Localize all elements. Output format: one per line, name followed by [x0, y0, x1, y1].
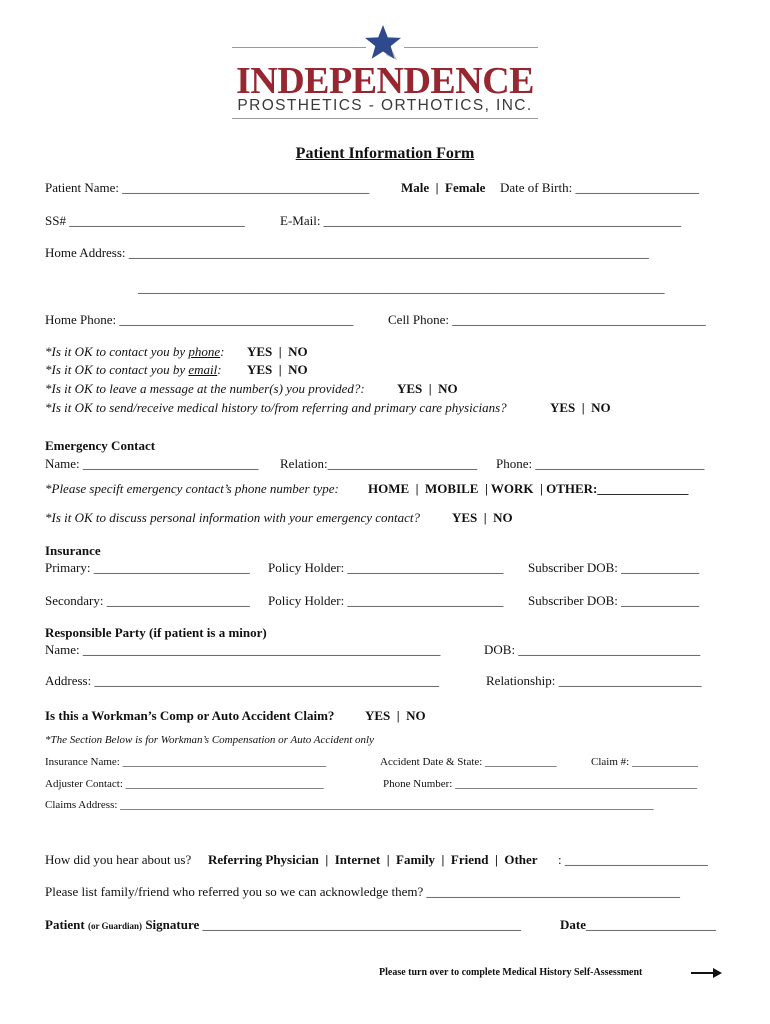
contact-by-phone-question: *Is it OK to contact you by phone:	[45, 344, 225, 359]
responsible-name-field[interactable]: Name: _______________________________________________________	[45, 642, 441, 657]
emergency-contact-heading: Emergency Contact	[45, 438, 156, 453]
referrer-name-field[interactable]: Please list family/friend who referred you so we can acknowledge them? _______________________________________	[45, 884, 681, 899]
logo-rule-bottom	[232, 118, 538, 119]
form-title: Patient Information Form	[295, 145, 475, 162]
phone-type-options[interactable]: HOME | MOBILE | WORK | OTHER:______________	[368, 481, 689, 496]
primary-subscriber-dob-field[interactable]: Subscriber DOB: ____________	[528, 560, 700, 575]
ss-field[interactable]: SS# ___________________________	[45, 213, 245, 228]
secondary-subscriber-dob-field[interactable]: Subscriber DOB: ____________	[528, 593, 700, 608]
arrow-right-icon	[691, 967, 723, 979]
cell-phone-field[interactable]: Cell Phone: _______________________________________	[388, 312, 706, 327]
primary-insurance-field[interactable]: Primary: ________________________	[45, 560, 250, 575]
logo-wordmark: INDEPENDENCE	[235, 60, 535, 102]
emergency-name-field[interactable]: Name: ___________________________	[45, 456, 259, 471]
secondary-policy-holder-field[interactable]: Policy Holder: ________________________	[268, 593, 504, 608]
adjuster-phone-field[interactable]: Phone Number: ____________________________________________	[383, 778, 698, 790]
insurance-heading: Insurance	[45, 543, 101, 558]
date-field[interactable]: Date____________________	[560, 917, 716, 932]
patient-name-field[interactable]: Patient Name: ______________________________________	[45, 180, 370, 195]
company-logo	[230, 22, 540, 124]
date-of-birth-field[interactable]: Date of Birth: ___________________	[500, 180, 699, 195]
responsible-relationship-field[interactable]: Relationship: ______________________	[486, 673, 702, 688]
claims-address-field[interactable]: Claims Address: _________________________________________________________________________________________________	[45, 799, 654, 811]
home-address-line-2[interactable]: _________________________________________________________________________________	[138, 280, 665, 295]
phone-type-question: *Please specift emergency contact’s phone number type:	[45, 481, 339, 496]
sex-options[interactable]: Male | Female	[401, 180, 486, 195]
discuss-info-options[interactable]: YES | NO	[452, 510, 513, 525]
logo-subtitle: PROSTHETICS - ORTHOTICS, INC.	[237, 97, 533, 114]
responsible-address-field[interactable]: Address: _____________________________________________________	[45, 673, 439, 688]
leave-message-options[interactable]: YES | NO	[397, 381, 458, 396]
emergency-relation-field[interactable]: Relation:_______________________	[280, 456, 478, 471]
referral-options[interactable]: Referring Physician | Internet | Family | Friend | Other	[208, 852, 538, 867]
home-phone-field[interactable]: Home Phone: ____________________________________	[45, 312, 354, 327]
logo-rule-left	[232, 47, 366, 48]
discuss-info-question: *Is it OK to discuss personal information with your emergency contact?	[45, 510, 421, 525]
medical-history-options[interactable]: YES | NO	[550, 400, 611, 415]
contact-by-email-question: *Is it OK to contact you by email:	[45, 362, 222, 377]
claim-note: *The Section Below is for Workman’s Compensation or Auto Accident only	[45, 734, 374, 746]
signature-field[interactable]: Patient (or Guardian) Signature _________________________________________________	[45, 917, 521, 932]
turn-over-note: Please turn over to complete Medical History Self-Assessment	[379, 967, 643, 978]
primary-policy-holder-field[interactable]: Policy Holder: ________________________	[268, 560, 504, 575]
adjuster-contact-field[interactable]: Adjuster Contact: ____________________________________	[45, 778, 324, 790]
email-field[interactable]: E-Mail: _______________________________________________________	[280, 213, 682, 228]
contact-by-email-options[interactable]: YES | NO	[247, 362, 308, 377]
responsible-dob-field[interactable]: DOB: ____________________________	[484, 642, 701, 657]
referral-question: How did you hear about us?	[45, 852, 192, 867]
secondary-insurance-field[interactable]: Secondary: ______________________	[45, 593, 250, 608]
accident-date-state-field[interactable]: Accident Date & State: _____________	[380, 756, 557, 768]
emergency-phone-field[interactable]: Phone: __________________________	[496, 456, 705, 471]
claim-options[interactable]: YES | NO	[365, 708, 426, 723]
claim-insurance-name-field[interactable]: Insurance Name: _____________________________________	[45, 756, 327, 768]
logo-rule-right	[404, 47, 538, 48]
claim-question: Is this a Workman’s Comp or Auto Accident Claim?	[45, 708, 335, 723]
leave-message-question: *Is it OK to leave a message at the number(s) you provided?:	[45, 381, 365, 396]
claim-number-field[interactable]: Claim #: ____________	[591, 756, 698, 768]
referral-other-field[interactable]: : ______________________	[558, 852, 708, 867]
home-address-field[interactable]: Home Address: ________________________________________________________________________________	[45, 245, 649, 260]
medical-history-question: *Is it OK to send/receive medical history to/from referring and primary care physicians?	[45, 400, 507, 415]
star-icon	[364, 24, 406, 64]
responsible-party-heading: Responsible Party (if patient is a minor)	[45, 625, 267, 640]
contact-by-phone-options[interactable]: YES | NO	[247, 344, 308, 359]
